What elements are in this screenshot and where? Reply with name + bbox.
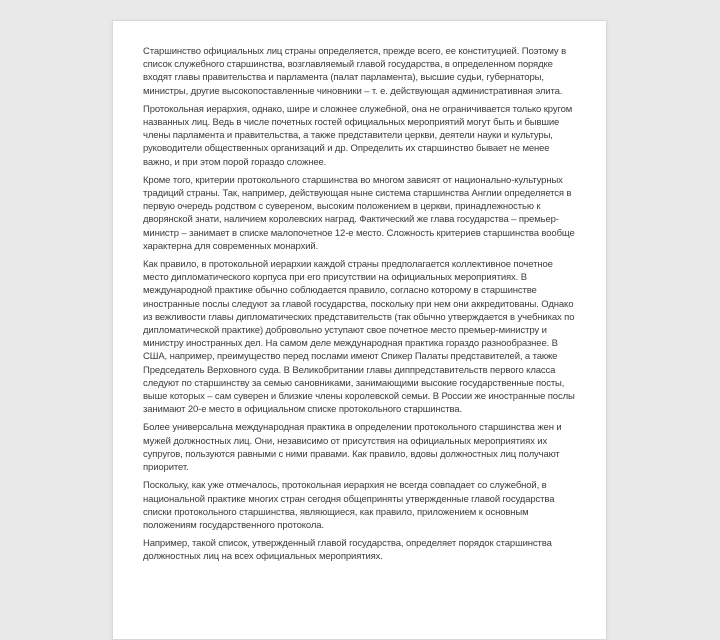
page-paragraph: Поскольку, как уже отмечалось, протокольная иерархия не всегда совпадает со служебной, в национальной практике многих стран сегодня общеприняты утвержденные главой государства списки протокольного старшинства, являющиеся, как правило, приложением к основным положениям государственного протокола. (143, 480, 555, 531)
page-paragraph: Протокольная иерархия, однако, шире и сложнее служебной, она не ограничивается только кругом названных лиц. Ведь в числе почетных гостей официальных мероприятий могут быть и бывшие члены парламента и правительства, а также представители церкви, деятели науки и культуры, руководители общественных организаций и др. Определить их старшинство бывает не менее важно, и при этом порой гораздо сложнее. (143, 103, 573, 168)
page-paragraph-partial: Например, такой список, утвержденный главой государства, определяет порядок старшинства должностных лиц на всех официальных мероприятиях. (143, 538, 552, 563)
page-paragraph: Более универсальна международная практика в определении протокольного старшинства жен и мужей должностных лиц. Они, независимо от присутствия на официальных мероприятиях их супругов, пользуются равными с ними правами. Как правило, вдовы должностных лиц получают приоритет. (143, 422, 562, 474)
page-paragraph: Как правило, в протокольной иерархии каждой страны предполагается коллективное почетное место дипломатического корпуса при его присутствии на официальных мероприятиях. В международной практике обычно соблюдается правило, согласно которому в старшинстве иностранные послы следуют за главой государства, поскольку при нем они аккредитованы. Однако из вежливости главы дипломатических представительств (так обычно утверждается в учебниках по дипломатической практике) добровольно уступают свое почетное место премьер-министру и министру иностранных дел. На самом деле международная практика гораздо разнообразнее. В США, например, преимущество перед послами имеют Спикер Палаты представителей, а также Председатель Верховного суда. В Великобритании главы диппредставительств первого класса следуют по старшинству за семью сановниками, занимающими высокие государственные посты, выше которых – сам суверен и близкие члены королевской семьи. В России же иностранные послы занимают 20-е место в официальном списке протокольного старшинства. (143, 259, 575, 416)
page-paragraph: Старшинство официальных лиц страны определяется, прежде всего, ее конституцией. Поэтому в список служебного старшинства, возглавляемый главой государства, в определенном порядке входят главы правительства и парламента (палат парламента), высшие судьи, губернаторы, министры, другие высокопоставленные чиновники – т. е. действующая административная элита. (143, 46, 567, 97)
document-page (112, 20, 607, 640)
page-paragraph: Кроме того, критерии протокольного старшинства во многом зависят от национально-культурных традиций страны. Так, например, действующая ныне система старшинства Англии определяется в первую очередь родством с сувереном, высоким положением в церкви, принадлежностью к дворянской знати, наличием королевских наград. Фактический же глава государства – премьер-министр – занимает в списке малопочетное 12-е место. Сложность критериев старшинства вообще характерна для современных монархий. (143, 174, 575, 252)
